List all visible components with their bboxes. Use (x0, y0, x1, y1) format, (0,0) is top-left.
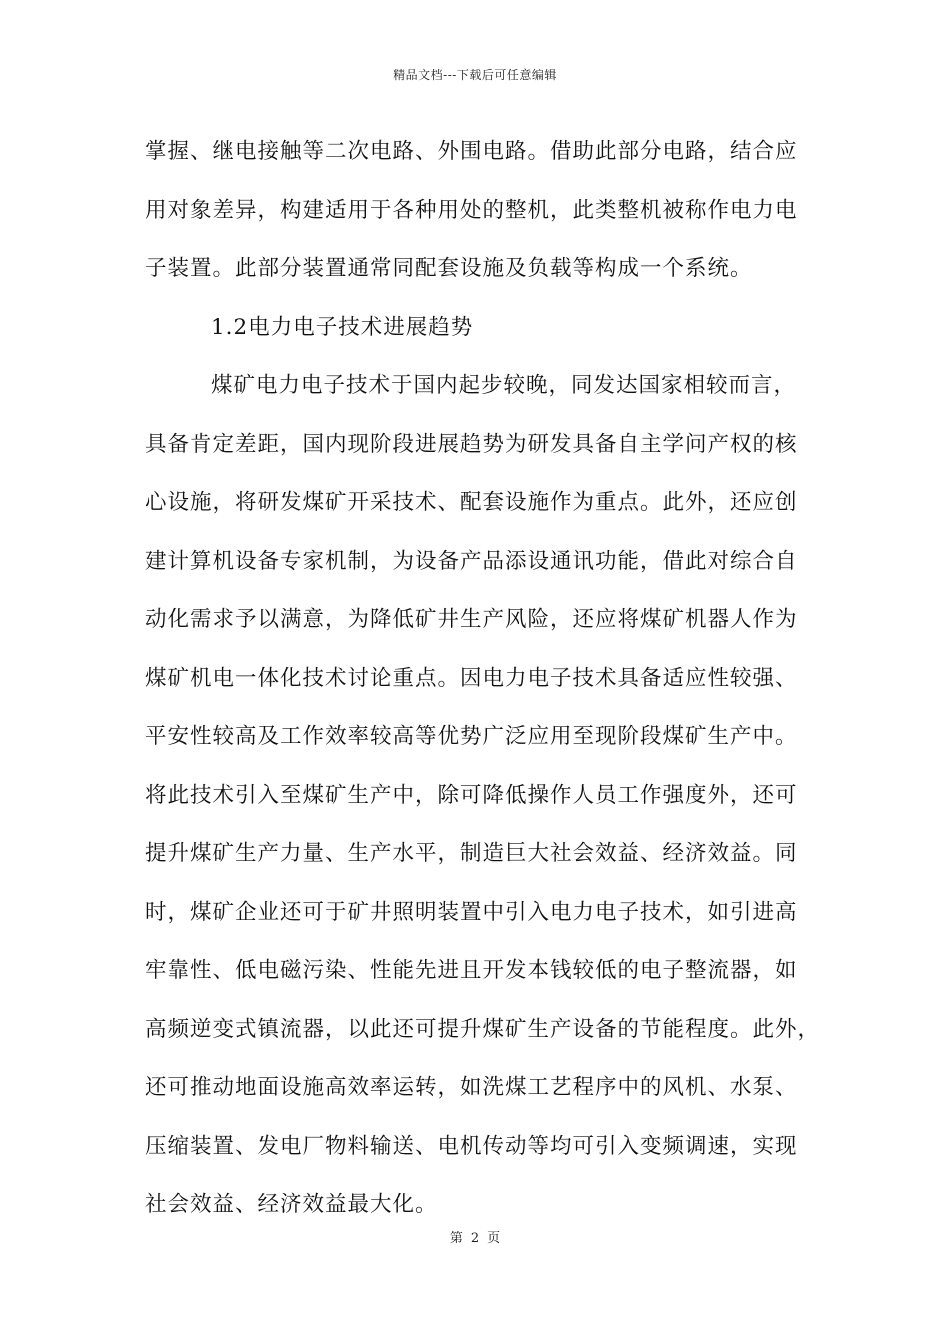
body-line: 用对象差异，构建适用于各种用处的整机，此类整机被称作电力电 (145, 197, 798, 223)
document-body (145, 132, 825, 1244)
body-line: 压缩装置、发电厂物料输送、电机传动等均可引入变频调速，实现 (145, 1133, 798, 1159)
body-line: 煤矿机电一体化技术讨论重点。因电力电子技术具备适应性较强、 (145, 665, 798, 691)
page-number-suffix: 页 (487, 1231, 501, 1246)
body-line: 社会效益、经济效益最大化。 (145, 1192, 438, 1217)
body-line: 动化需求予以满意，为降低矿井生产风险，还应将煤矿机器人作为 (145, 607, 798, 632)
page-number-prefix: 第 (449, 1231, 463, 1246)
section-heading: 1.2电力电子技术进展趋势 (211, 314, 474, 340)
body-line: 具备肯定差距，国内现阶段进展趋势为研发具备自主学问产权的核 (145, 431, 798, 457)
body-line: 提升煤矿生产力量、生产水平，制造巨大社会效益、经济效益。同 (145, 841, 798, 866)
body-line: 还可推动地面设施高效率运转，如洗煤工艺程序中的风机、水泵、 (145, 1075, 798, 1100)
page-number: 2 (470, 1231, 480, 1246)
body-line: 心设施，将研发煤矿开采技术、配套设施作为重点。此外，还应创 (145, 490, 798, 515)
page-header: 精品文档---下载后可任意编辑 (393, 68, 557, 82)
body-line: 时，煤矿企业还可于矿井照明装置中引入电力电子技术，如引进高 (145, 899, 798, 925)
body-line: 子装置。此部分装置通常同配套设施及负载等构成一个系统。 (145, 256, 753, 281)
body-line: 煤矿电力电子技术于国内起步较晚，同发达国家相较而言， (211, 373, 797, 398)
body-line: 建计算机设备专家机制，为设备产品添设通讯功能，借此对综合自 (145, 548, 798, 574)
body-line: 高频逆变式镇流器，以此还可提升煤矿生产设备的节能程度。此外， (145, 1016, 821, 1042)
body-line: 牢靠性、低电磁污染、性能先进且开发本钱较低的电子整流器，如 (145, 958, 798, 983)
body-line: 掌握、继电接触等二次电路、外围电路。借助此部分电路，结合应 (145, 139, 798, 164)
body-line: 平安性较高及工作效率较高等优势广泛应用至现阶段煤矿生产中。 (145, 724, 798, 749)
body-line: 将此技术引入至煤矿生产中，除可降低操作人员工作强度外，还可 (145, 782, 798, 808)
page-footer (0, 1227, 950, 1246)
